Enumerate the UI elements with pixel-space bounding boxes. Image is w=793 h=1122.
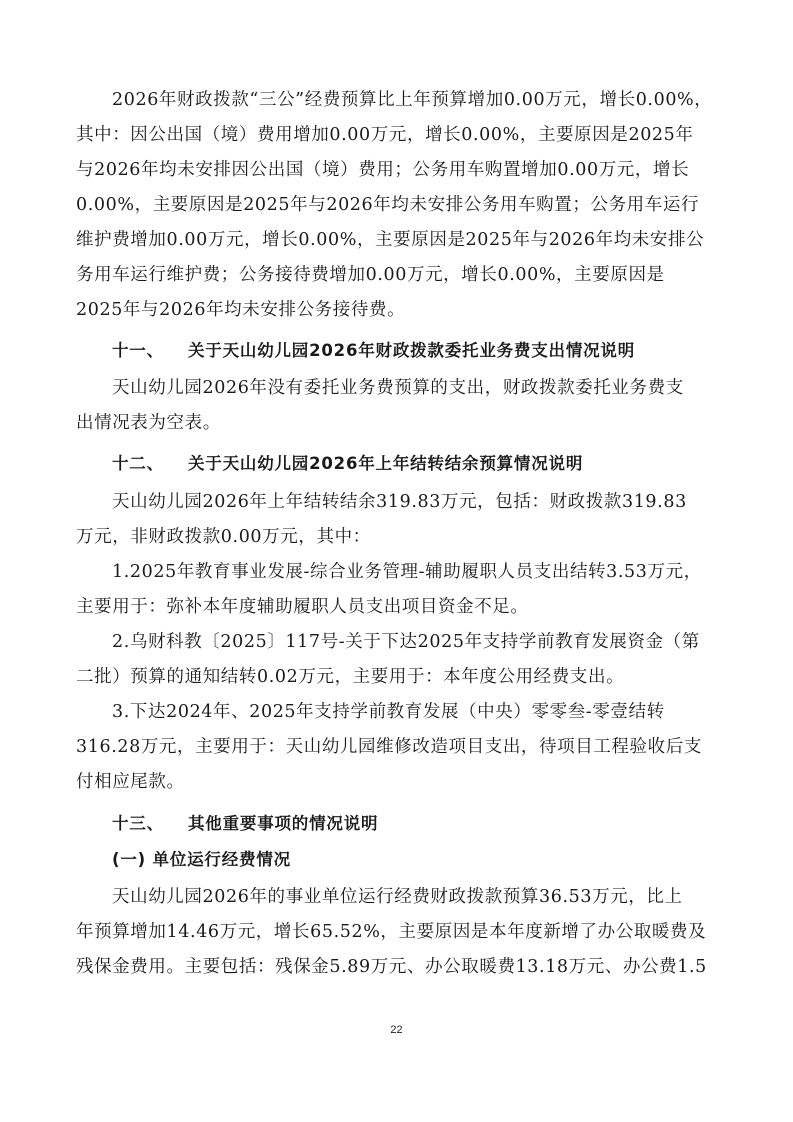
section-heading-13 [112,812,378,836]
text-line: 0.00%，主要原因是2025年与2026年均未安排公务用车购置；公务用车运行 [76,195,700,215]
text-line: 2.乌财科教〔2025〕117号-关于下达2025年支持学前教育发展资金（第 [112,632,700,652]
text-line: 天山幼儿园2026年的事业单位运行经费财政拨款预算36.53万元，比上 [112,887,683,907]
text-line: 1.2025年教育事业发展-综合业务管理-辅助履职人员支出结转3.53万元， [112,562,702,582]
section-title: 关于天山幼儿园2026年上年结转结余预算情况说明 [188,454,584,473]
text-line: 天山幼儿园2026年没有委托业务费预算的支出，财政拨款委托业务费支 [112,378,684,398]
text-line: 3.下达2024年、2025年支持学前教育发展（中央）零零叁-零壹结转 [112,702,665,722]
text-line: 与2026年均未安排因公出国（境）费用；公务用车购置增加0.00万元，增长 [76,160,690,180]
section-title: 关于天山幼儿园2026年财政拨款委托业务费支出情况说明 [188,341,636,360]
section-heading-11 [112,339,635,363]
text-line: 主要用于：弥补本年度辅助履职人员支出项目资金不足。 [76,597,529,617]
section-number: 十一、 [112,341,164,360]
section-number: 十三、 [112,814,164,833]
section-number: 十二、 [112,454,164,473]
text-line: 残保金费用。主要包括：残保金5.89万元、办公取暖费13.18万元、办公费1.5 [76,957,707,977]
text-line: 年预算增加14.46万元，增长65.52%，主要原因是本年度新增了办公取暖费及 [76,922,707,942]
text-line: 万元，非财政拨款0.00万元，其中： [76,527,371,547]
text-line: 务用车运行维护费；公务接待费增加0.00万元，增长0.00%，主要原因是 [76,265,665,285]
page-number: 22 [390,1024,403,1036]
text-line: 316.28万元，主要用于：天山幼儿园维修改造项目支出，待项目工程验收后支 [76,737,702,757]
text-line: 其中：因公出国（境）费用增加0.00万元，增长0.00%，主要原因是2025年 [76,125,694,145]
text-line: 维护费增加0.00万元，增长0.00%，主要原因是2025年与2026年均未安排公 [76,230,705,250]
text-line: 付相应尾款。 [76,772,185,792]
text-line: 二批）预算的通知结转0.02万元，主要用于：本年度公用经费支出。 [76,667,625,687]
text-line: 2026年财政拨款“三公”经费预算比上年预算增加0.00万元，增长0.00%， [112,90,713,110]
section-heading-12 [112,452,583,476]
text-line: 出情况表为空表。 [76,413,221,433]
text-line: 天山幼儿园2026年上年结转结余319.83万元，包括：财政拨款319.83 [112,492,687,512]
section-title: 其他重要事项的情况说明 [188,814,379,833]
sub-heading-operating-funds: (一) 单位运行经费情况 [112,850,291,869]
text-line: 2025年与2026年均未安排公务接待费。 [76,300,406,320]
